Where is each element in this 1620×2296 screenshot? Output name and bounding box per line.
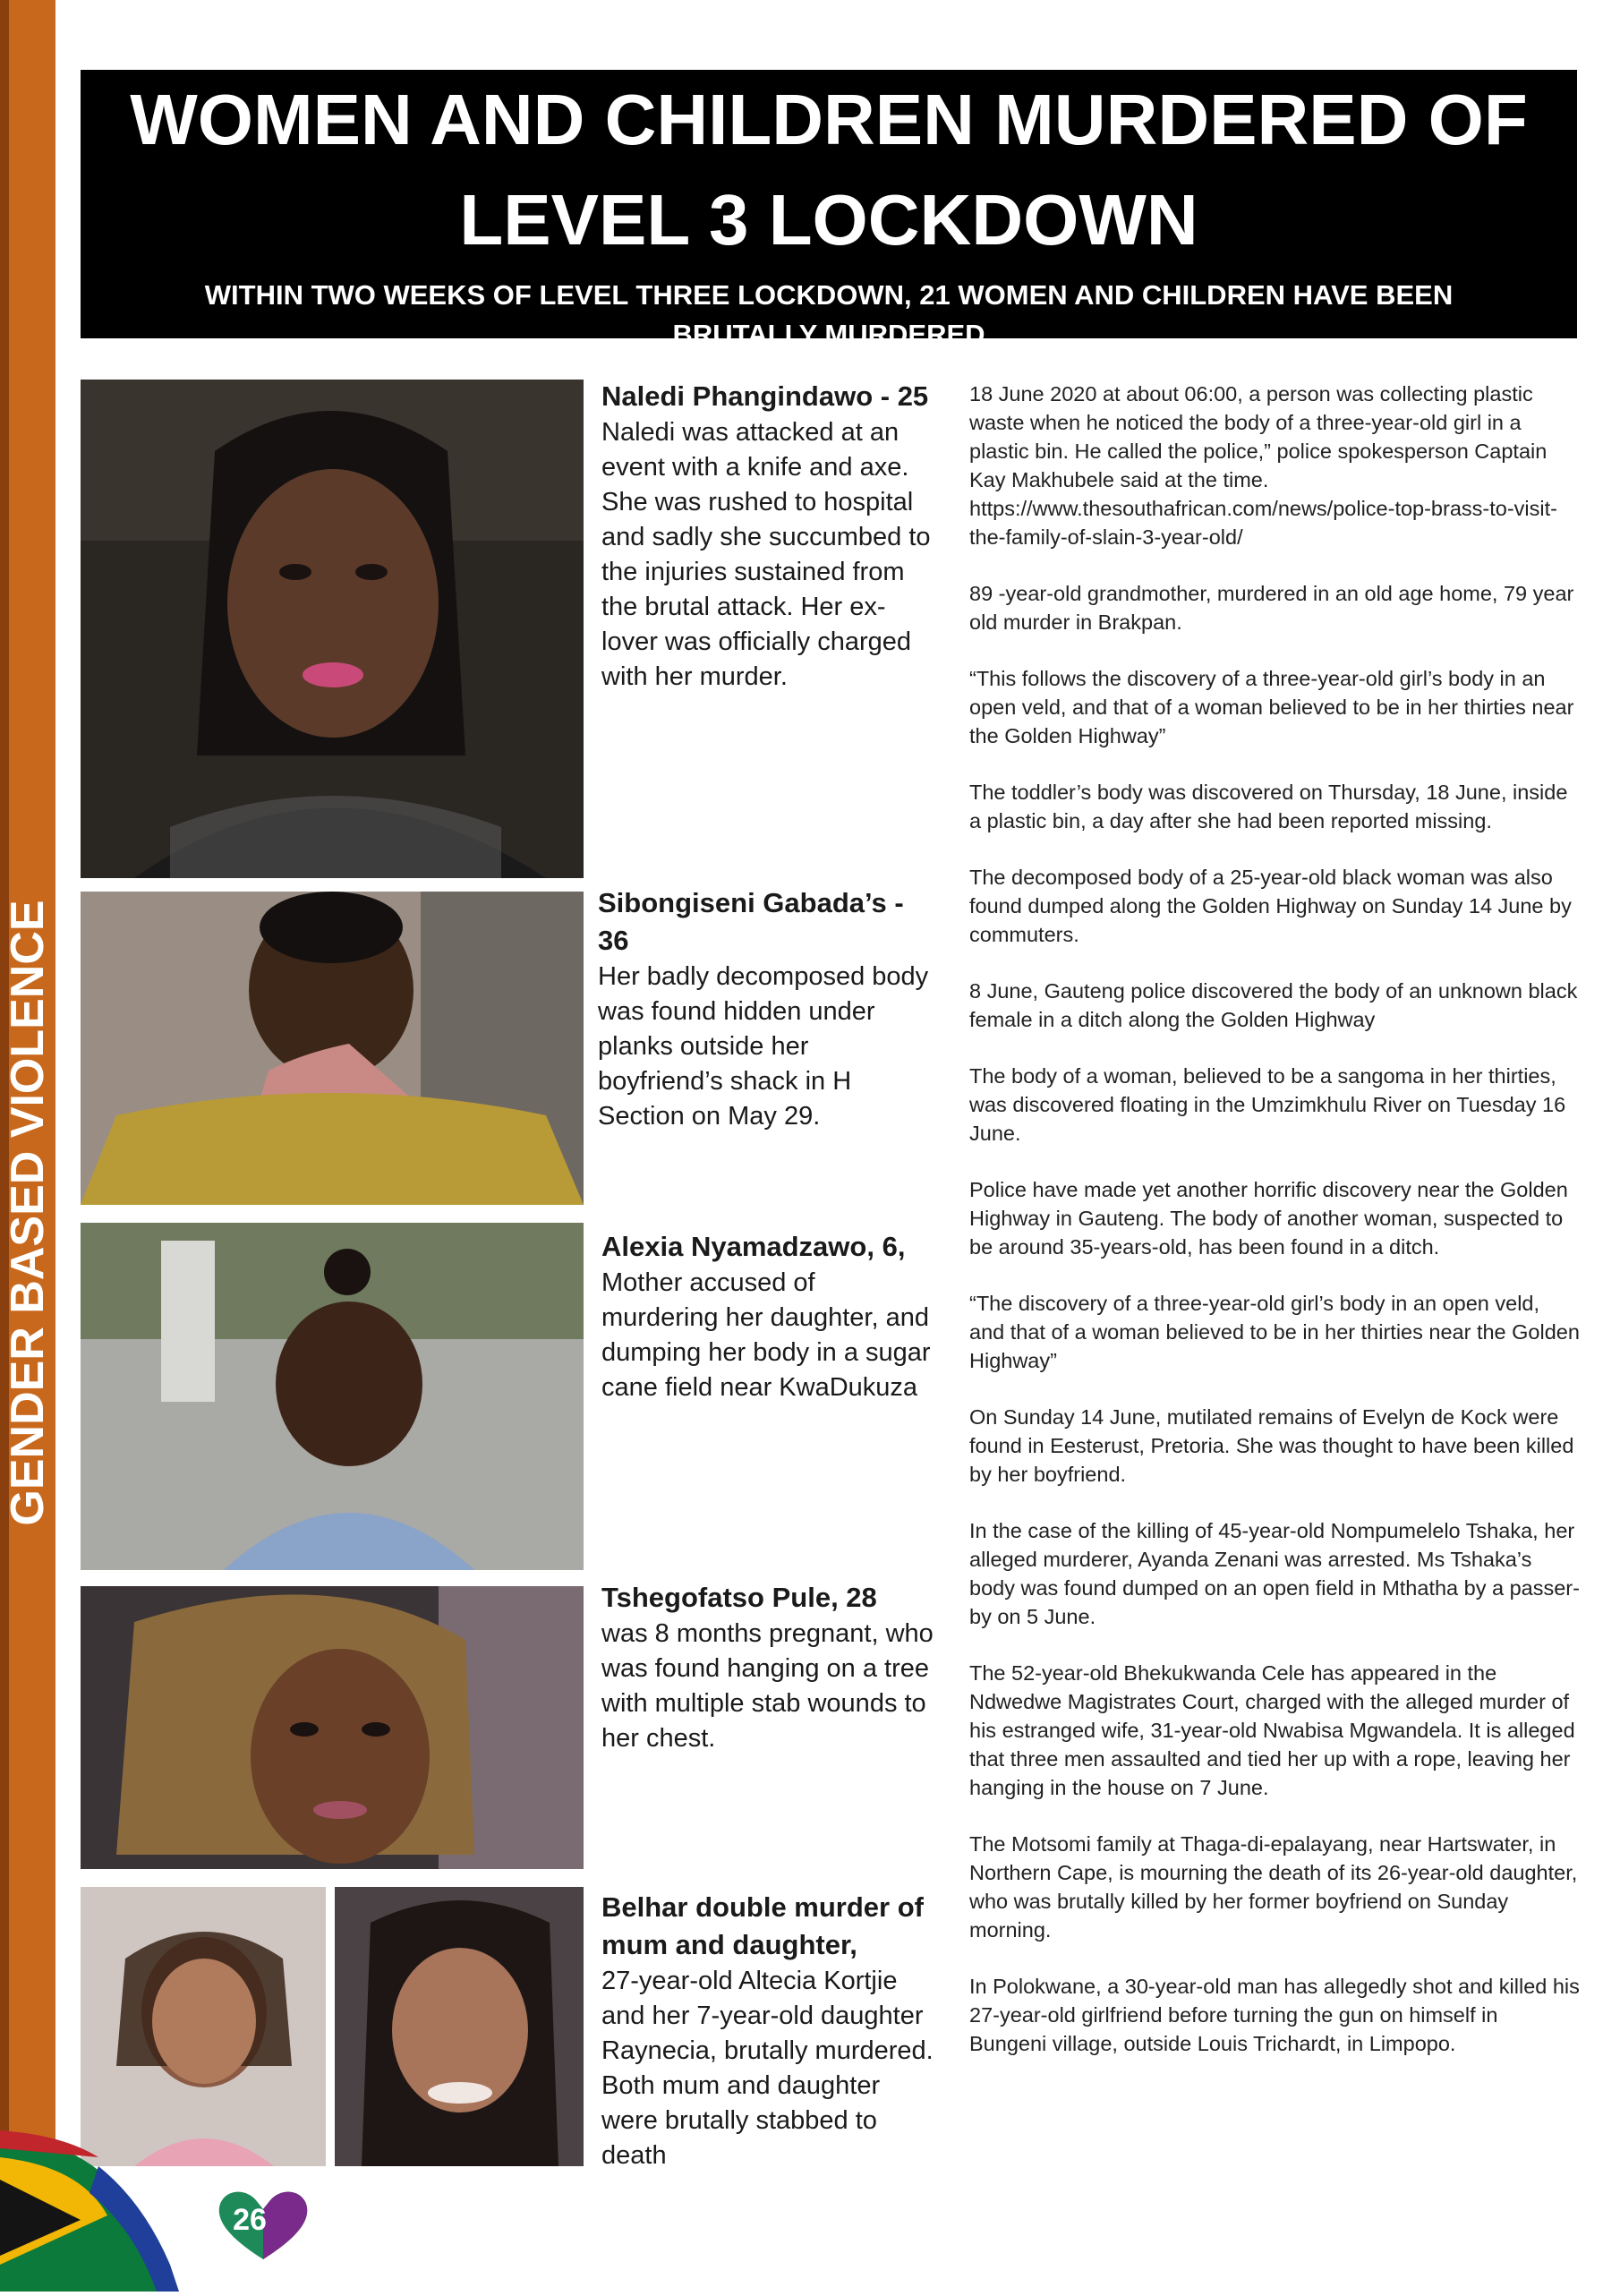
section-label: GENDER BASED VIOLENCE — [2, 900, 54, 1526]
victim-photo-tshegofatso — [81, 1586, 584, 1869]
news-paragraph: In Polokwane, a 30-year-old man has allegedly shot and killed his 27-year-old girlfriend before turning the gun on himself in Bungeni village, outside Louis Trichardt, in Limpopo. — [969, 1975, 1580, 2055]
victim-name: Tshegofatso Pule, 28 — [601, 1582, 877, 1613]
news-paragraph: The 52-year-old Bhekukwanda Cele has appeared in the Ndwedwe Magistrates Court, charged with the alleged murder of his estranged wife, 31-year-old Nwabisa Mgwandela. It is alleged that three men assaulted and tied her up with a rope, leaving her hanging in the house on 7 June. — [969, 1661, 1575, 1799]
victim-photo-naledi — [81, 380, 584, 878]
header-banner — [81, 70, 1577, 350]
news-paragraph: “This follows the discovery of a three-year-old girl’s body in an open veld, and that of a woman believed to be in her thirties near the Golden Highway” — [969, 667, 1574, 747]
victim-photo-altecia — [335, 1887, 584, 2166]
news-paragraph: The decomposed body of a 25-year-old black woman was also found dumped along the Golden Highway on Sunday 14 June by commuters. — [969, 866, 1572, 946]
page-subtitle: WITHIN TWO WEEKS OF LEVEL THREE LOCKDOWN, 21 WOMEN AND CHILDREN HAVE BEEN BRUTALLY MURDERED — [204, 279, 1454, 350]
victim-name: Naledi Phangindawo - 25 — [601, 380, 929, 412]
news-paragraph: 18 June 2020 at about 06:00, a person was collecting plastic waste when he noticed the body of a three-year-old girl in a plastic bin. He called the police,” police spokesperson Captain Kay Makhubele said at the time. https://www.thesouthafrican.com/news/police-top-brass-to-visit-the-family-of-slain-3-year-old/ — [969, 382, 1557, 549]
news-paragraph: The toddler’s body was discovered on Thursday, 18 June, inside a plastic bin, a day after she had been reported missing. — [969, 781, 1568, 832]
news-paragraph: Police have made yet another horrific discovery near the Golden Highway in Gauteng. The body of another woman, suspected to be around 35-years-old, has been found in a ditch. — [969, 1178, 1568, 1259]
news-paragraph: The Motsomi family at Thaga-di-epalayang, near Hartswater, in Northern Cape, is mourning the death of its 26-year-old daughter, who was brutally killed by her former boyfriend on Sunday morning. — [969, 1832, 1578, 1942]
victim-photo-sibongiseni — [81, 892, 584, 1205]
victim-description: was 8 months pregnant, who was found hanging on a tree with multiple stab wounds to her chest. — [601, 1619, 934, 1753]
page-number-badge — [211, 2184, 317, 2263]
victim-photo-alexia — [81, 1223, 584, 1570]
victim-caption-alexia — [601, 1228, 934, 1405]
news-paragraph: The body of a woman, believed to be a sangoma in her thirties, was discovered floating in the Umzimkhulu River on Tuesday 16 June. — [969, 1064, 1566, 1145]
victim-description: Mother accused of murdering her daughter, and dumping her body in a sugar cane field near KwaDukuza — [601, 1268, 931, 1402]
victim-name: Alexia Nyamadzawo, 6, — [601, 1231, 906, 1262]
victim-description: Naledi was attacked at an event with a knife and axe. She was rushed to hospital and sadly she succumbed to the injuries sustained from the brutal attack. Her ex-lover was officially charged with her murder. — [601, 418, 931, 691]
victim-caption-naledi — [601, 378, 934, 695]
victim-caption-sibongiseni — [598, 884, 931, 1134]
news-paragraph: 8 June, Gauteng police discovered the body of an unknown black female in a ditch along the Golden Highway — [969, 979, 1578, 1031]
victim-caption-tshegofatso — [601, 1579, 934, 1756]
victim-description: Her badly decomposed body was found hidden under planks outside her boyfriend’s shack in H Section on May 29. — [598, 962, 929, 1131]
victim-caption-belhar — [601, 1889, 934, 2173]
victim-name: Belhar double murder of mum and daughter, — [601, 1891, 924, 1960]
news-paragraph: In the case of the killing of 45-year-old Nompumelelo Tshaka, her alleged murderer, Ayanda Zenani was arrested. Ms Tshaka’s body was found dumped on an open field in Mthatha by a passer-by on 5 June. — [969, 1519, 1580, 1628]
page-number: 26 — [233, 2203, 267, 2237]
news-paragraph: On Sunday 14 June, mutilated remains of Evelyn de Kock were found in Eesterust, Pretoria. She was thought to have been killed by her boyfriend. — [969, 1405, 1574, 1486]
victim-photo-raynecia — [81, 1887, 326, 2166]
victim-name: Sibongiseni Gabada’s - 36 — [598, 887, 904, 956]
page-title: WOMEN AND CHILDREN MURDERED OF LEVEL 3 LOCKDOWN — [130, 80, 1528, 260]
news-column — [969, 380, 1580, 2086]
south-africa-flag-graphic — [0, 2130, 179, 2292]
victim-description: 27-year-old Altecia Kortjie and her 7-year-old daughter Raynecia, brutally murdered. Both mum and daughter were brutally stabbed to death — [601, 1967, 934, 2170]
news-paragraph: “The discovery of a three-year-old girl’s body in an open veld, and that of a woman believed to be in her thirties near the Golden Highway” — [969, 1292, 1580, 1372]
news-paragraph: 89 -year-old grandmother, murdered in an old age home, 79 year old murder in Brakpan. — [969, 582, 1574, 634]
